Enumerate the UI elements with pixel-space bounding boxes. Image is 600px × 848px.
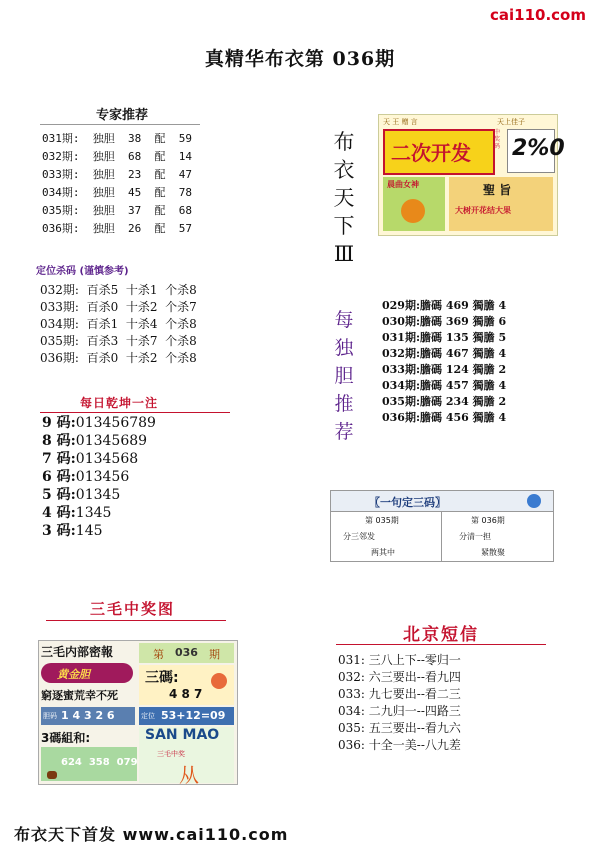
- list-item: 035期:膽碼 234 獨膽 2: [382, 395, 507, 408]
- vertical-char: 推: [334, 393, 354, 415]
- daily-code-list: [42, 414, 156, 540]
- list-item: 035期: 百杀3 十杀7 个杀8: [40, 334, 197, 348]
- list-item: 031期:膽碼 135 獨膽 5: [382, 331, 507, 344]
- duck-icon: [47, 771, 57, 779]
- list-item: [42, 468, 156, 486]
- globe-icon: [527, 494, 541, 508]
- vertical-char: Ⅲ: [333, 242, 355, 266]
- tiger-icon: [401, 199, 425, 223]
- list-item: 036期: 独胆 26 配 57: [42, 222, 192, 235]
- list-item: 030期:膽碼 369 獨膽 6: [382, 315, 507, 328]
- sanmao-card: [38, 640, 238, 785]
- list-item: 032期: 百杀5 十杀1 个杀8: [40, 283, 197, 297]
- list-item: [42, 486, 156, 504]
- list-item: 035期: 独胆 37 配 68: [42, 204, 192, 217]
- code-value: 013456789: [75, 415, 156, 431]
- list-item: 031期: 独胆 38 配 59: [42, 132, 192, 145]
- code-label: 9 码:: [42, 415, 76, 431]
- flower-icon: [211, 673, 227, 689]
- code-label: 6 码:: [42, 469, 76, 485]
- vertical-char: 每: [334, 309, 354, 331]
- list-item: 034: 二九归一--四路三: [338, 704, 461, 718]
- list-item: [42, 522, 156, 540]
- list-item: [42, 504, 156, 522]
- left-issue: 第 035期: [365, 516, 399, 525]
- vertical-char: 胆: [334, 365, 354, 387]
- one-sentence-title: 〖一句定三码〗: [369, 496, 446, 509]
- site-logo-link[interactable]: cai110.com: [490, 6, 586, 24]
- right-line-2: 紧散聚: [481, 548, 505, 557]
- promo-left-image: [383, 177, 445, 231]
- list-item: 033期: 百杀0 十杀2 个杀7: [40, 300, 197, 314]
- list-item: 032: 六三要出--看九四: [338, 670, 461, 684]
- beijing-section-title: 北京短信: [403, 625, 479, 645]
- vertical-char: 荐: [334, 421, 354, 443]
- list-item: 034期: 百杀1 十杀4 个杀8: [40, 317, 197, 331]
- code3-value: 4 8 7: [169, 687, 203, 701]
- list-item: 033: 九七要出--看二三: [338, 687, 461, 701]
- code-value: 145: [75, 523, 103, 539]
- issue-box: [139, 643, 234, 663]
- edict-scroll: [449, 177, 553, 231]
- promo-big-box: [383, 129, 495, 175]
- gold-badge: [41, 663, 133, 683]
- promo-side-small: 中奖码: [494, 129, 501, 150]
- vertical-char: 下: [333, 214, 355, 238]
- list-item: [42, 432, 156, 450]
- kill-section-title: 定位杀码 (谨慎参考): [36, 266, 129, 277]
- footer-text: 布衣天下首发 www.cai110.com: [14, 825, 289, 844]
- beijing-divider: [336, 644, 546, 645]
- issue-suffix: 期: [209, 648, 220, 661]
- list-item: 035: 五三要出--看九六: [338, 721, 461, 735]
- left-mini-label: 胆码: [43, 712, 57, 720]
- vertical-char: 衣: [333, 158, 355, 182]
- left-line-2: 两其中: [371, 548, 395, 557]
- left-mini-box: [41, 707, 135, 725]
- list-item: 032期: 独胆 68 配 14: [42, 150, 192, 163]
- left-line-1: 分三邻发: [343, 532, 375, 541]
- promo-bottom-left: 晨曲女神: [387, 180, 419, 189]
- list-item: 036期:膽碼 456 獨膽 4: [382, 411, 507, 424]
- list-item: 029期:膽碼 469 獨膽 4: [382, 299, 507, 312]
- expert-list: [42, 130, 192, 238]
- vertical-char: 独: [334, 337, 354, 359]
- one-sentence-header: [331, 491, 553, 512]
- gold-label: 黄金胆: [57, 668, 90, 681]
- code3-label: 三碼:: [145, 670, 179, 686]
- code-value: 0134568: [75, 451, 139, 467]
- one-sentence-card: [330, 490, 554, 562]
- right-mini-label: 定位: [141, 712, 155, 720]
- handwriting-box: [507, 129, 565, 173]
- daily-divider: [40, 412, 230, 413]
- issue-label: 第: [153, 648, 164, 661]
- daily-section-title: 每日乾坤一注: [80, 396, 159, 410]
- right-issue: 第 036期: [471, 516, 505, 525]
- code-label: 4 码:: [42, 505, 76, 521]
- code-value: 01345689: [75, 433, 148, 449]
- promo-top-left: 天 王 赠 言: [383, 118, 418, 126]
- code-label: 3 码:: [42, 523, 76, 539]
- code-value: 01345: [75, 487, 121, 503]
- beijing-list: [338, 652, 461, 754]
- sanmao-slogan: 窮逐蜜荒幸不死: [41, 689, 118, 702]
- list-item: 034期:膽碼 457 獨膽 4: [382, 379, 507, 392]
- seal-small-text: 三毛中奖: [157, 750, 185, 758]
- right-mini-value: 53+12=09: [161, 709, 226, 722]
- left-mini-value: 1 4 3 2 6: [61, 709, 115, 722]
- code3-box: [139, 665, 234, 705]
- list-item: 036期: 百杀0 十杀2 个杀8: [40, 351, 197, 365]
- brand-box: [139, 727, 234, 787]
- expert-section-title: 专家推荐: [96, 108, 149, 123]
- column-divider: [441, 511, 442, 561]
- combo-box: [41, 747, 137, 781]
- code-label: 5 码:: [42, 487, 76, 503]
- promo-top-right: 天上佳子: [497, 118, 525, 126]
- right-mini-box: [139, 707, 234, 725]
- page-title: 真精华布衣第 036期: [204, 48, 396, 70]
- promo-banner: [378, 114, 565, 236]
- sanmao-section-title: 三毛中奖图: [90, 600, 176, 618]
- expert-divider: [40, 124, 200, 125]
- code-value: 013456: [75, 469, 130, 485]
- right-line-1: 分清一担: [459, 532, 491, 541]
- list-item: [42, 414, 156, 432]
- edict-label: 聖 旨: [483, 183, 512, 197]
- list-item: 032期:膽碼 467 獨膽 4: [382, 347, 507, 360]
- vertical-char: 布: [333, 130, 355, 154]
- seal-character: 从: [179, 763, 199, 787]
- list-item: 031: 三八上下--零归一: [338, 653, 461, 667]
- code-value: 1345: [75, 505, 112, 521]
- combo-value: 624 358 079: [61, 757, 138, 768]
- list-item: 034期: 独胆 45 配 78: [42, 186, 192, 199]
- list-item: 033期: 独胆 23 配 47: [42, 168, 192, 181]
- promo-big-text: 二次开发: [391, 141, 471, 165]
- bold-pick-list: [382, 298, 506, 426]
- code-label: 7 码:: [42, 451, 76, 467]
- list-item: 033期:膽碼 124 獨膽 2: [382, 363, 507, 376]
- fruit-text: 大树开花结大果: [455, 206, 511, 215]
- issue-number: 036: [175, 646, 198, 659]
- sanmao-internal: 三毛内部密報: [41, 645, 114, 659]
- buyi-vertical-title: [330, 128, 358, 268]
- list-item: [42, 450, 156, 468]
- sanmao-divider: [46, 620, 226, 621]
- daily-bold-vertical-title: [330, 306, 358, 446]
- combo-label: 3碼組和:: [41, 731, 91, 745]
- vertical-char: 天: [333, 186, 355, 210]
- handwriting-text: 2%0: [512, 136, 565, 161]
- list-item: 036: 十全一美--八九差: [338, 738, 461, 752]
- brand-name: SAN MAO: [145, 727, 220, 743]
- kill-list: [40, 282, 197, 367]
- code-label: 8 码:: [42, 433, 76, 449]
